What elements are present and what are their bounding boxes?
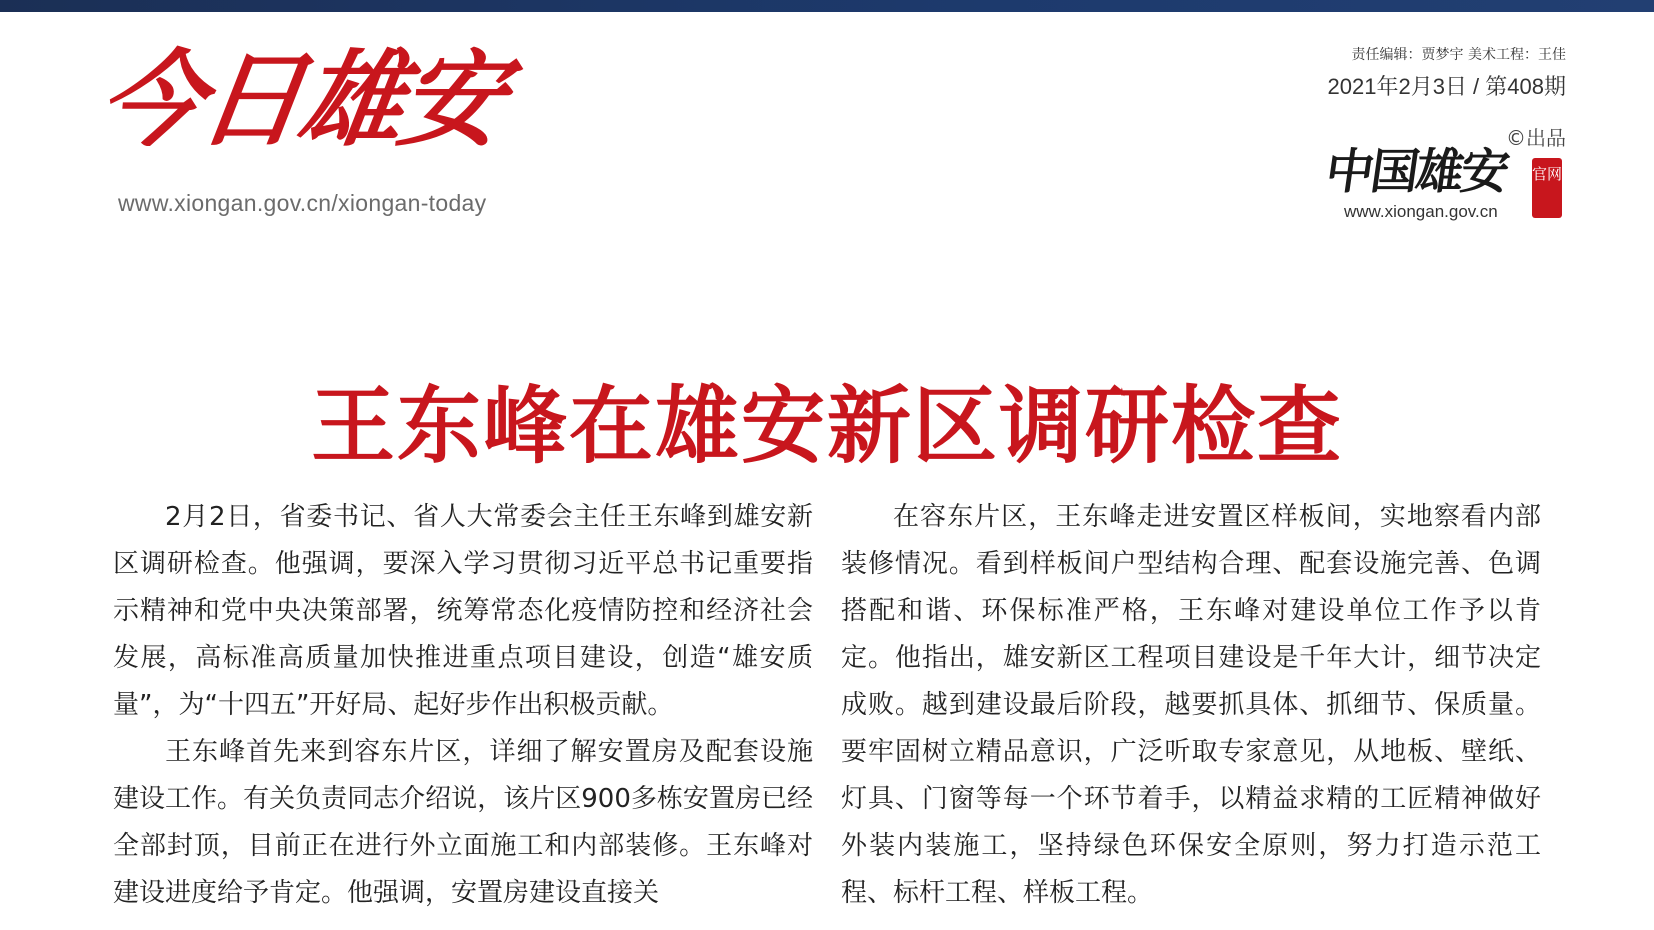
paragraph: 王东峰首先来到容东片区，详细了解安置房及配套设施建设工作。有关负责同志介绍说，该片区900多栋安置房已经全部封顶，目前正在进行外立面施工和内部装修。王东峰对建设进度给予肯定。他强调，安置房建设直接关 [113,737,813,908]
masthead-logo: 今日雄安 [91,38,509,161]
editor-credits: 责任编辑：贾梦宇 美术工程：王佳 [1351,47,1566,63]
paragraph: 2月2日，省委书记、省人大常委会主任王东峰到雄安新区调研检查。他强调，要深入学习贯彻习近平总书记重要指示精神和党中央决策部署，统筹常态化疫情防控和经济社会发展，高标准高质量加快推进重点项目建设，创造“雄安质量”，为“十四五”开好局、起好步作出积极贡献。 [113,502,813,720]
masthead-url[interactable]: www.xiongan.gov.cn/xiongan-today [118,190,487,216]
brand-seal-icon: 官网 [1532,158,1562,218]
issue-date: 2021年2月3日 / 第408期 [1327,74,1566,99]
article-column-left [113,494,813,917]
article-headline: 王东峰在雄安新区调研检查 [310,376,1343,476]
top-bar [0,0,1654,12]
produced-by: ©出品 [1506,126,1566,150]
paragraph: 在容东片区，王东峰走进安置区样板间，实地察看内部装修情况。看到样板间户型结构合理、配套设施完善、色调搭配和谐、环保标准严格，王东峰对建设单位工作予以肯定。他指出，雄安新区工程项目建设是千年大计，细节决定成败。越到建设最后阶段，越要抓具体、抓细节、保质量。要牢固树立精品意识，广泛听取专家意见，从地板、壁纸、灯具、门窗等每一个环节着手，以精益求精的工匠精神做好外装内装施工，坚持绿色环保安全原则，努力打造示范工程、标杆工程、样板工程。 [841,502,1541,908]
article-column-right [841,494,1541,917]
brand-url[interactable]: www.xiongan.gov.cn [1344,202,1498,221]
brand-logo: 中国雄安 [1322,144,1510,200]
